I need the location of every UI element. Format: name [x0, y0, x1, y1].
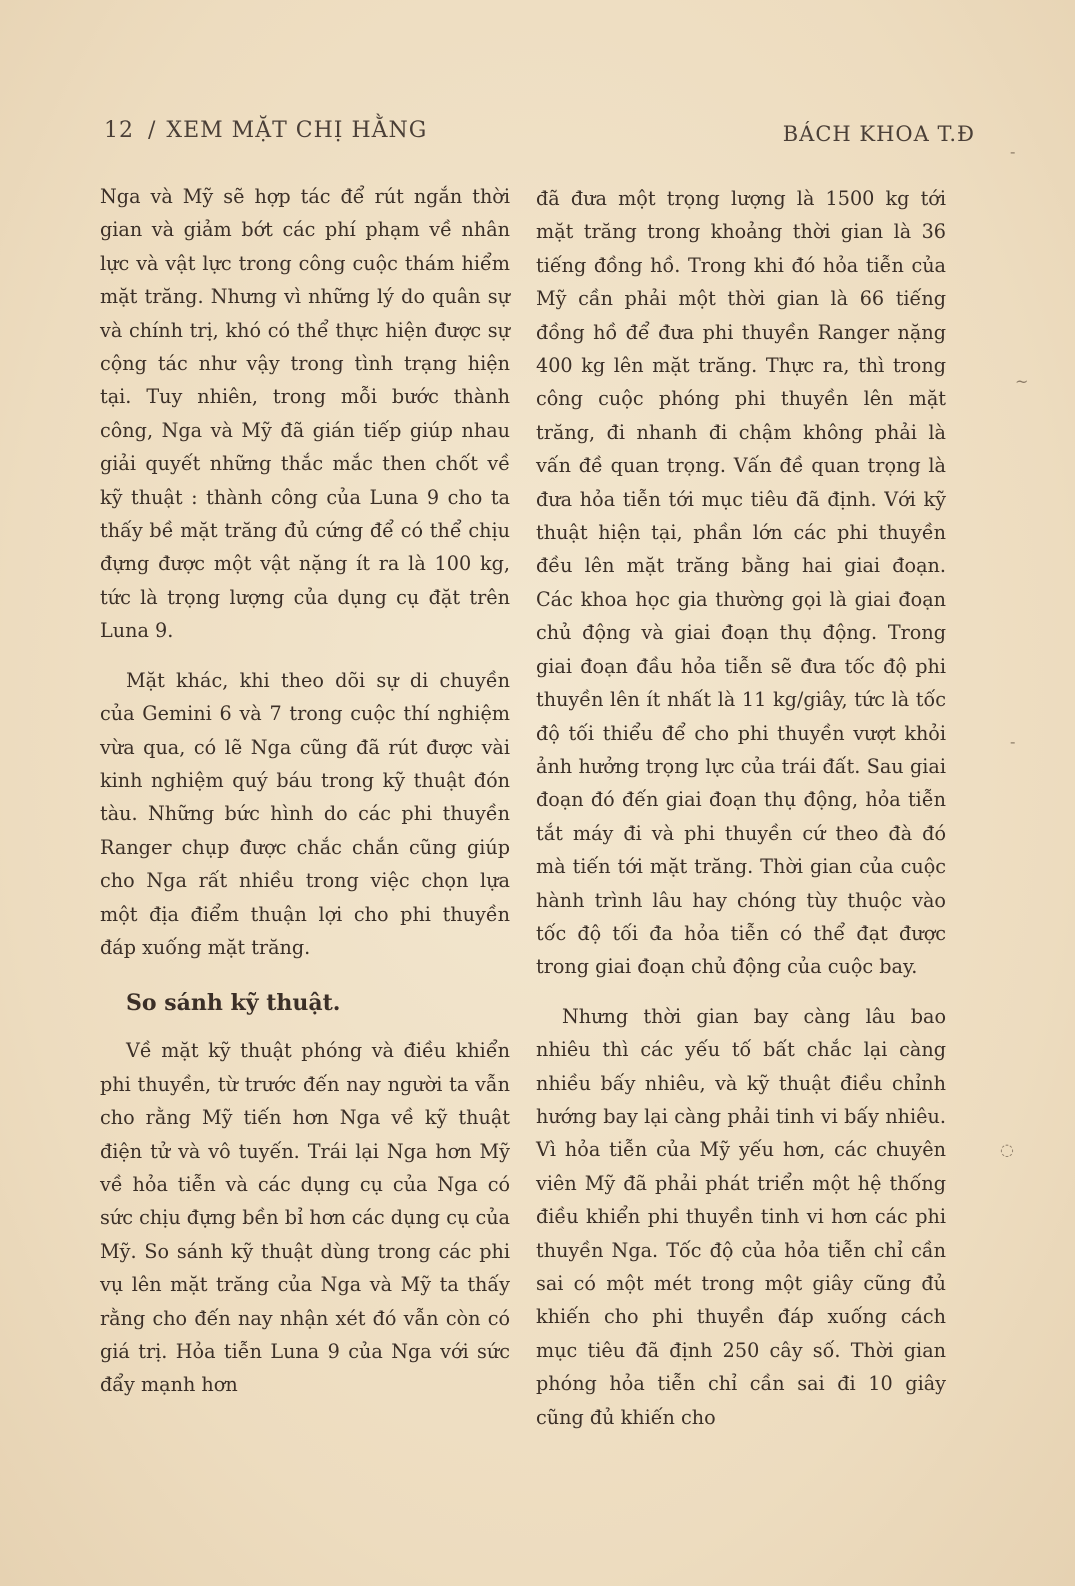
page-header [104, 112, 975, 152]
margin-smudge: - [1010, 732, 1016, 751]
left-paragraph-1: Nga và Mỹ sẽ hợp tác để rút ngắn thời gian và giảm bớt các phí phạm về nhân lực và vật lực trong công cuộc thám hiểm mặt trăng. Nhưng vì những lý do quân sự và chính trị, khó có thể thực hiện được sự cộng tác như vậy trong tình trạng hiện tại. Tuy nhiên, trong mỗi bước thành công, Nga và Mỹ đã gián tiếp giúp nhau giải quyết những thắc mắc then chốt về kỹ thuật : thành công của Luna 9 cho ta thấy bề mặt trăng đủ cứng để có thể chịu đựng được một vật nặng ít ra là 100 kg, tức là trọng lượng của dụng cụ đặt trên Luna 9. [100, 185, 510, 643]
article-title: XEM MẶT CHỊ HẰNG [166, 118, 428, 143]
margin-smudge: - [1010, 142, 1016, 161]
section-heading: So sánh kỹ thuật. [126, 990, 341, 1017]
right-paragraph-1: đã đưa một trọng lượng là 1500 kg tới mặt trăng trong khoảng thời gian là 36 tiếng đồng hồ. Trong khi đó hỏa tiễn của Mỹ cần phải một thời gian là 66 tiếng đồng hồ để đưa phi thuyền Ranger nặng 400 kg lên mặt trăng. Thực ra, thì trong công cuộc phóng phi thuyền lên mặt trăng, đi nhanh đi chậm không phải là vấn đề quan trọng. Vấn đề quan trọng là đưa hỏa tiễn tới mục tiêu đã định. Với kỹ thuật hiện tại, phần lớn các phi thuyền đều lên mặt trăng bằng hai giai đoạn. Các khoa học gia thường gọi là giai đoạn chủ động và giai đoạn thụ động. Trong giai đoạn đầu hỏa tiễn sẽ đưa tốc độ phi thuyền lên ít nhất là 11 kg/giây, tức là tốc độ tối thiểu để cho phi thuyền vượt khỏi ảnh hưởng trọng lực của trái đất. Sau giai đoạn đó đến giai đoạn thụ động, hỏa tiễn tắt máy đi và phi thuyền cứ theo đà đó mà tiến tới mặt trăng. Thời gian của cuộc hành trình lâu hay chóng tùy thuộc vào tốc độ tối đa hỏa tiễn có thể đạt được trong giai đoạn chủ động của cuộc bay. [536, 187, 946, 979]
running-head [104, 118, 427, 143]
page-number: 12 [104, 118, 134, 143]
margin-smudge: ◌ [1000, 1140, 1014, 1159]
left-paragraph-2: Mặt khác, khi theo dõi sự di chuyền của Gemini 6 và 7 trong cuộc thí nghiệm vừa qua, có lẽ Nga cũng đã rút được vài kinh nghiệm quý báu trong kỹ thuật đón tàu. Những bức hình do các phi thuyền Ranger chụp được chắc chắn cũng giúp cho Nga rất nhiều trong việc chọn lựa một địa điểm thuận lợi cho phi thuyền đáp xuống mặt trăng. [100, 668, 510, 959]
right-paragraph-2: Nhưng thời gian bay càng lâu bao nhiêu thì các yếu tố bất chắc lại càng nhiều bấy nhiêu, và kỹ thuật điều chỉnh hướng bay lại càng phải tinh vi bấy nhiêu. Vì hỏa tiễn của Mỹ yếu hơn, các chuyên viên Mỹ đã phải phát triển một hệ thống điều khiển phi thuyền tinh vi hơn các phi thuyền Nga. Tốc độ của hỏa tiễn chỉ cần sai có một mét trong một giây cũng đủ khiến cho phi thuyền đáp xuống cách mục tiêu đã định 250 cây số. Thời gian phóng hỏa tiễn chỉ cần sai đi 10 giây cũng đủ khiến cho [536, 1004, 946, 1429]
header-separator: / [148, 118, 157, 143]
left-paragraph-3: Về mặt kỹ thuật phóng và điều khiển phi thuyền, từ trước đến nay người ta vẫn cho rằng Mỹ tiến hơn Nga về kỹ thuật điện tử và vô tuyến. Trái lại Nga hơn Mỹ về hỏa tiễn và các dụng cụ của Nga có sức chịu đựng bền bỉ hơn các dụng cụ của Mỹ. So sánh kỹ thuật dùng trong các phi vụ lên mặt trăng của Nga và Mỹ ta thấy rằng cho đến nay nhận xét đó vẫn còn có giá trị. Hỏa tiễn Luna 9 của Nga với sức đẩy mạnh hơn [100, 1039, 510, 1397]
publication-name: BÁCH KHOA T.Đ [782, 122, 975, 146]
left-column [100, 180, 510, 1402]
margin-smudge: ~ [1015, 372, 1029, 391]
right-column [536, 182, 946, 1434]
